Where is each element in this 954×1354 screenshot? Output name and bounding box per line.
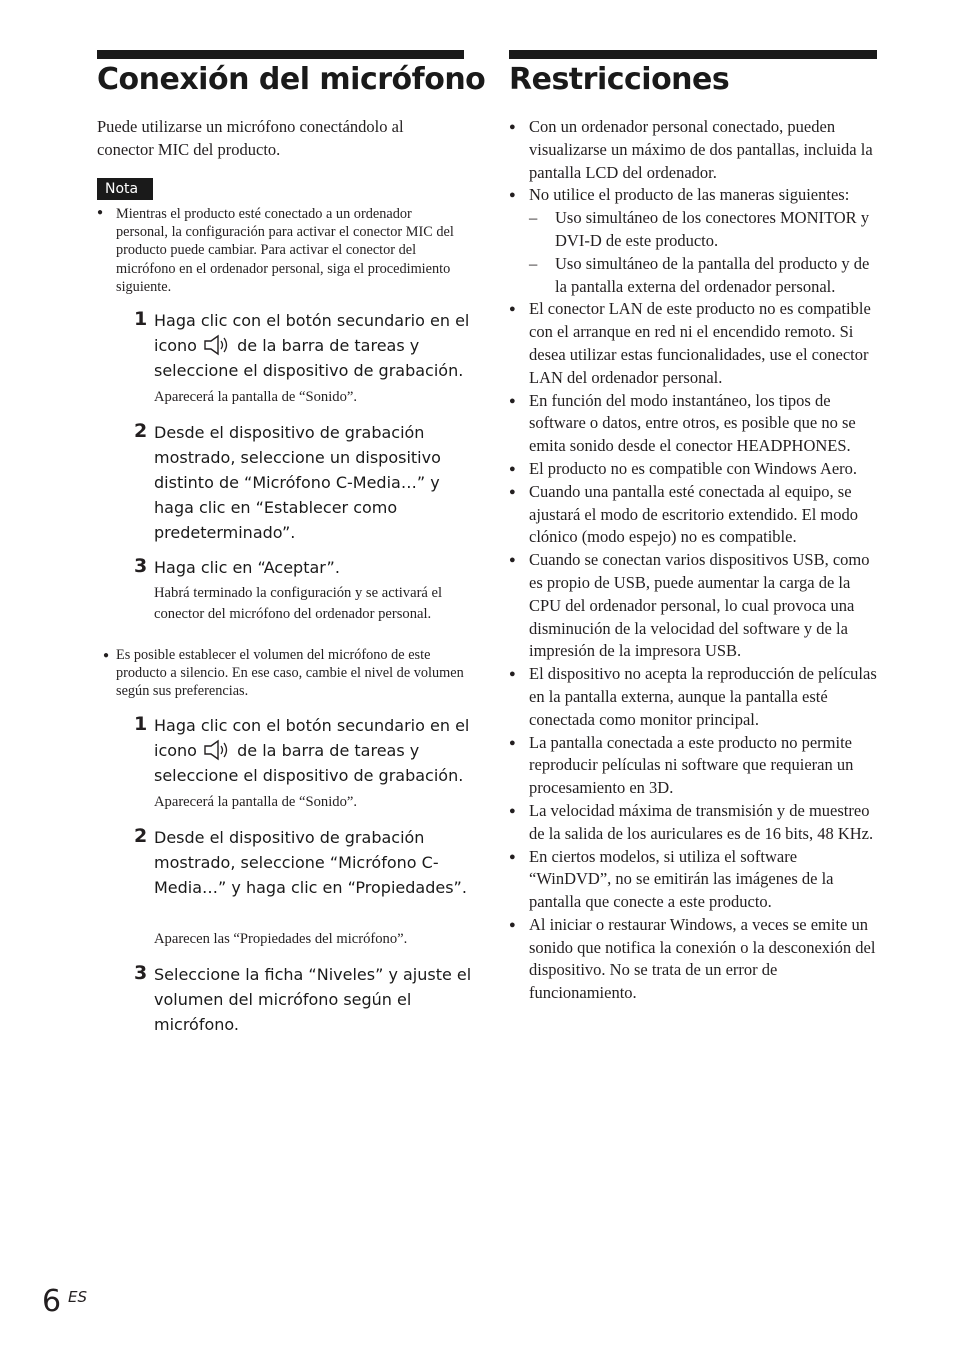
list-item [509, 481, 881, 549]
bullet: ● [509, 804, 516, 817]
nota-label: Nota [97, 178, 153, 200]
list-item-text: Con un ordenador personal conectado, pueden visualizarse un máximo de dos pantallas, incluida la pantalla LCD del ordenador. [529, 117, 873, 182]
list-item-text: Al iniciar o restaurar Windows, a veces se emite un sonido que notifica la conexión o la desconexión del dispositivo. No se trata de un error de funcionamiento. [529, 914, 876, 1003]
step-1a [154, 308, 474, 383]
note-bullet: ● [97, 207, 104, 218]
list-item [509, 549, 881, 663]
list-item-text: No utilice el producto de las maneras siguientes: [529, 185, 850, 205]
list-item [509, 914, 881, 1005]
restrictions-list [509, 116, 881, 1005]
sub-list-item [529, 253, 881, 299]
bullet: ● [509, 850, 516, 863]
note-2: Es posible establecer el volumen del micrófono de este producto a silencio. En ese caso, cambie el nivel de volumen según sus preferencias. [116, 647, 464, 700]
step-text: de la barra de tareas y seleccione el dispositivo de grabación. [154, 336, 464, 380]
list-item [509, 663, 881, 731]
bullet: ● [509, 462, 516, 475]
step-1b: Desde el dispositivo de grabación mostrado, seleccione un dispositivo distinto de “Micrófono C-Media…” y haga clic en “Establecer como predeterminado”. [154, 423, 441, 542]
sub-item-text: Uso simultáneo de los conectores MONITOR y DVI-D de este producto. [555, 208, 870, 250]
bullet: ● [509, 485, 516, 498]
step-result: Aparecerá la pantalla de “Sonido”. [154, 389, 357, 405]
list-item-text: Cuando una pantalla esté conectada al equipo, se ajustará el modo de escritorio extendido. El modo clónico (modo espejo) no es compatible. [529, 481, 858, 547]
step-number: 3 [134, 555, 148, 577]
bullet: ● [509, 668, 516, 681]
speaker-icon [202, 334, 232, 356]
list-item-text: La pantalla conectada a este producto no permite reproducir películas ni software que requieran un procesamiento en 3D. [529, 732, 854, 798]
bullet: ● [509, 918, 516, 931]
bullet: ● [509, 736, 516, 749]
step-result: Habrá terminado la configuración y se activará el conector del micrófono del ordenador personal. [154, 585, 443, 622]
step-1c: Haga clic en “Aceptar”. [154, 558, 340, 577]
left-heading-rule [97, 50, 464, 59]
list-item [509, 116, 881, 184]
bullet: ● [509, 189, 516, 202]
list-item [509, 390, 881, 458]
list-item-text: Cuando se conectan varios dispositivos USB, como es propio de USB, puede aumentar la carga de la CPU del ordenador personal, lo cual provoca una disminución de la velocidad del software y de la impresión de la impresora USB. [529, 550, 870, 661]
intro-paragraph: Puede utilizarse un micrófono conectándolo al conector MIC del producto. [97, 117, 404, 159]
section-title-microphone: Conexión del micrófono [97, 62, 486, 97]
sub-item-text: Uso simultáneo de la pantalla del producto y de la pantalla externa del ordenador personal. [555, 253, 870, 296]
step-number: 1 [134, 308, 148, 330]
step-number: 2 [134, 825, 148, 847]
bullet: ● [509, 303, 516, 316]
step-2b: Desde el dispositivo de grabación mostrado, seleccione “Micrófono C-Media…” y haga clic en “Propiedades”. [154, 828, 467, 897]
bullet: ● [509, 121, 516, 133]
note-bullet: ● [103, 650, 110, 661]
list-item-text: El dispositivo no acepta la reproducción de películas en la pantalla externa, aunque la pantalla esté conectada como monitor principal. [529, 664, 877, 729]
list-item-text: La velocidad máxima de transmisión y de muestreo de la salida de los auriculares es de 16 bits, 48 KHz. [529, 800, 874, 843]
step-text: de la barra de tareas y seleccione el dispositivo de grabación. [154, 741, 464, 785]
dash: – [529, 208, 538, 228]
list-item-text: El conector LAN de este producto no es compatible con el arranque en red ni el encendido remoto. Si desea utilizar estas funcionalidades, use el conector LAN del ordenador personal. [529, 299, 871, 387]
page-language: ES [68, 1288, 87, 1306]
step-number: 3 [134, 962, 148, 984]
step-text: Haga clic con el botón secundario en el icono [154, 311, 470, 355]
sub-list-item [529, 207, 881, 253]
list-item [509, 458, 881, 481]
sub-list [529, 207, 881, 298]
list-item [509, 298, 881, 389]
page-number: 6 [42, 1284, 62, 1319]
list-item [509, 846, 881, 914]
step-result: Aparecen las “Propiedades del micrófono”. [154, 931, 408, 947]
section-title-restrictions: Restricciones [509, 62, 730, 97]
note-1: Mientras el producto esté conectado a un ordenador personal, la configuración para activar el conector MIC del producto puede cambiar. Para activar el conector del micrófono en el ordenador personal, siga el procedimiento siguiente. [116, 206, 454, 295]
list-item-text: El producto no es compatible con Windows Aero. [529, 458, 858, 478]
list-item [509, 184, 881, 298]
step-result: Aparecerá la pantalla de “Sonido”. [154, 794, 357, 810]
step-text: Haga clic con el botón secundario en el icono [154, 716, 470, 760]
step-2c: Seleccione la ficha “Niveles” y ajuste el volumen del micrófono según el micrófono. [154, 965, 472, 1034]
bullet: ● [509, 394, 516, 407]
list-item [509, 800, 881, 846]
list-item-text: En función del modo instantáneo, los tipos de software o datos, entre otros, es posible que no se emita sonido desde el conector HEADPHONES. [529, 390, 856, 456]
speaker-icon [202, 739, 232, 761]
step-number: 1 [134, 713, 148, 735]
dash: – [529, 253, 538, 273]
list-item [509, 732, 881, 800]
right-heading-rule [509, 50, 877, 59]
step-number: 2 [134, 420, 148, 442]
list-item-text: En ciertos modelos, si utiliza el software “WinDVD”, no se emitirán las imágenes de la pantalla que conecte a este producto. [529, 846, 834, 912]
step-2a [154, 713, 474, 788]
bullet: ● [509, 554, 516, 567]
